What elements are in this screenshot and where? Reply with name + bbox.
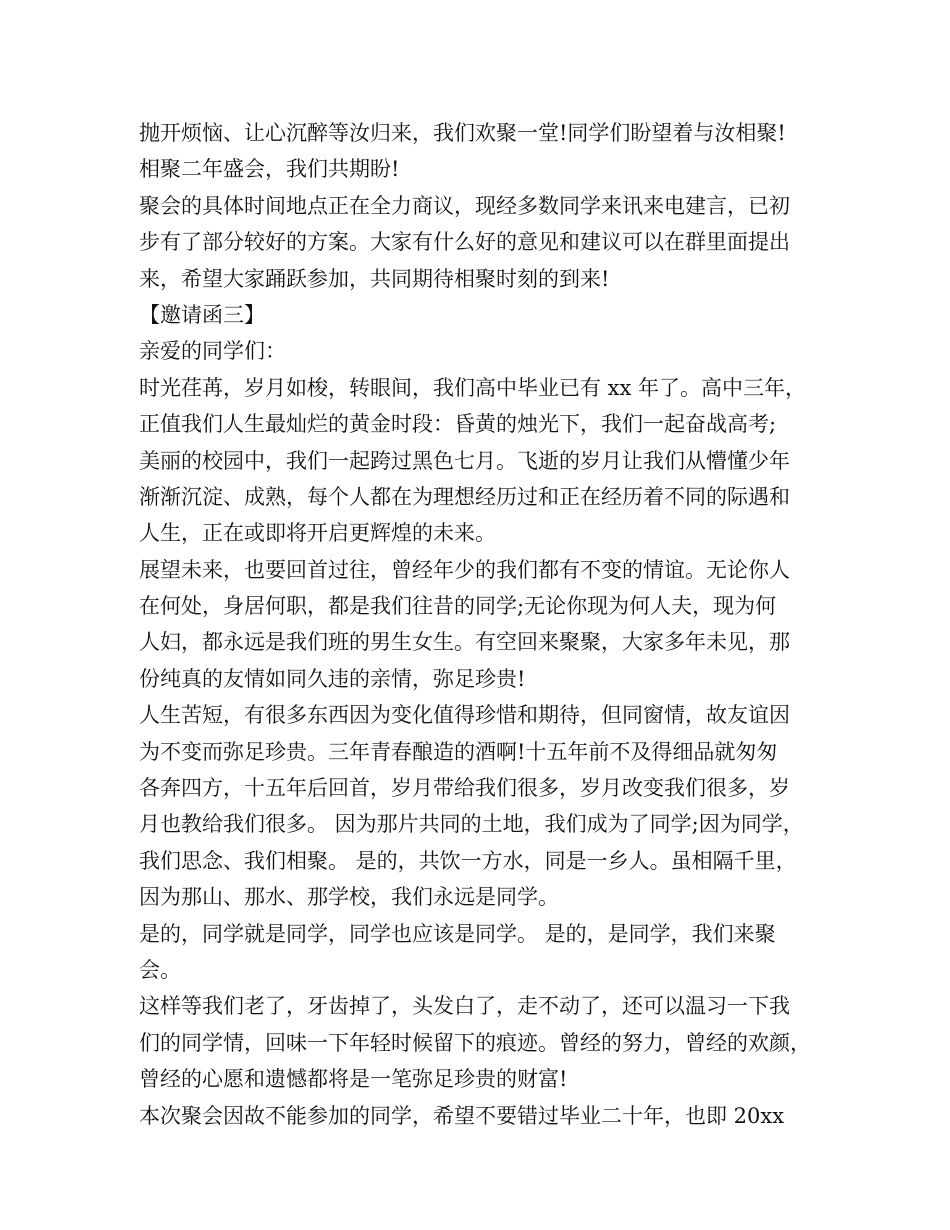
text-line-10: 美丽的校园中，我们一起跨过黑色七月。飞逝的岁月让我们从懵懂少年 (139, 448, 790, 473)
text-line-19: 各奔四方，十五年后回首，岁月带给我们很多，岁月改变我们很多，岁 (139, 776, 790, 801)
text-line-25: 这样等我们老了，牙齿掉了，头发白了，走不动了，还可以温习一下我 (139, 994, 790, 1019)
text-line-5: 来，希望大家踊跃参加，共同期待相聚时刻的到来! (139, 266, 610, 291)
text-line-14: 在何处，身居何职，都是我们往昔的同学;无论你现为何人夫，现为何 (139, 594, 777, 619)
text-line-17: 人生苦短，有很多东西因为变化值得珍惜和期待，但同窗情，故友谊因 (139, 703, 790, 728)
text-line-2: 相聚二年盛会，我们共期盼! (139, 157, 400, 182)
text-line-27: 曾经的心愿和遗憾都将是一笔弥足珍贵的财富! (139, 1067, 568, 1092)
text-line-24: 会。 (139, 957, 181, 982)
text-line-28: 本次聚会因故不能参加的同学，希望不要错过毕业二十年，也即 20xx (139, 1103, 785, 1128)
text-line-15: 人妇，都永远是我们班的男生女生。有空回来聚聚，大家多年未见，那 (139, 630, 790, 655)
text-line-18: 为不变而弥足珍贵。三年青春酿造的酒啊!十五年前不及得细品就匆匆 (139, 739, 778, 764)
text-line-21: 我们思念、我们相聚。 是的，共饮一方水，同是一乡人。虽相隔千里， (139, 848, 797, 873)
text-line-3: 聚会的具体时间地点正在全力商议，现经多数同学来讯来电建言，已初 (139, 193, 790, 218)
document-body (139, 115, 839, 1134)
text-line-1: 抛开烦恼、让心沉醉等汝归来，我们欢聚一堂!同学们盼望着与汝相聚! (139, 121, 786, 145)
text-line-22: 因为那山、那水、那学校，我们永远是同学。 (139, 885, 559, 910)
salutation: 亲爱的同学们： (139, 339, 286, 364)
text-line-8: 时光荏苒，岁月如梭，转眼间，我们高中毕业已有 xx 年了。高中三年， (139, 375, 807, 400)
text-line-9: 正值我们人生最灿烂的黄金时段：昏黄的烛光下，我们一起奋战高考; (139, 412, 777, 437)
text-line-13: 展望未来，也要回首过往，曾经年少的我们都有不变的情谊。无论你人 (139, 557, 790, 582)
text-line-12: 人生，正在或即将开启更辉煌的未来。 (139, 521, 496, 546)
text-line-23: 是的，同学就是同学，同学也应该是同学。 是的，是同学，我们来聚 (139, 921, 776, 946)
section-heading: 【邀请函三】 (139, 302, 265, 327)
text-line-16: 份纯真的友情如同久违的亲情，弥足珍贵! (139, 666, 526, 691)
text-line-20: 月也教给我们很多。 因为那片共同的土地，我们成为了同学;因为同学， (139, 812, 804, 837)
text-line-11: 渐渐沉淀、成熟，每个人都在为理想经历过和正在经历着不同的际遇和 (139, 484, 790, 509)
text-line-4: 步有了部分较好的方案。大家有什么好的意见和建议可以在群里面提出 (139, 230, 790, 255)
text-line-26: 们的同学情，回味一下年轻时候留下的痕迹。曾经的努力，曾经的欢颜， (139, 1030, 811, 1055)
